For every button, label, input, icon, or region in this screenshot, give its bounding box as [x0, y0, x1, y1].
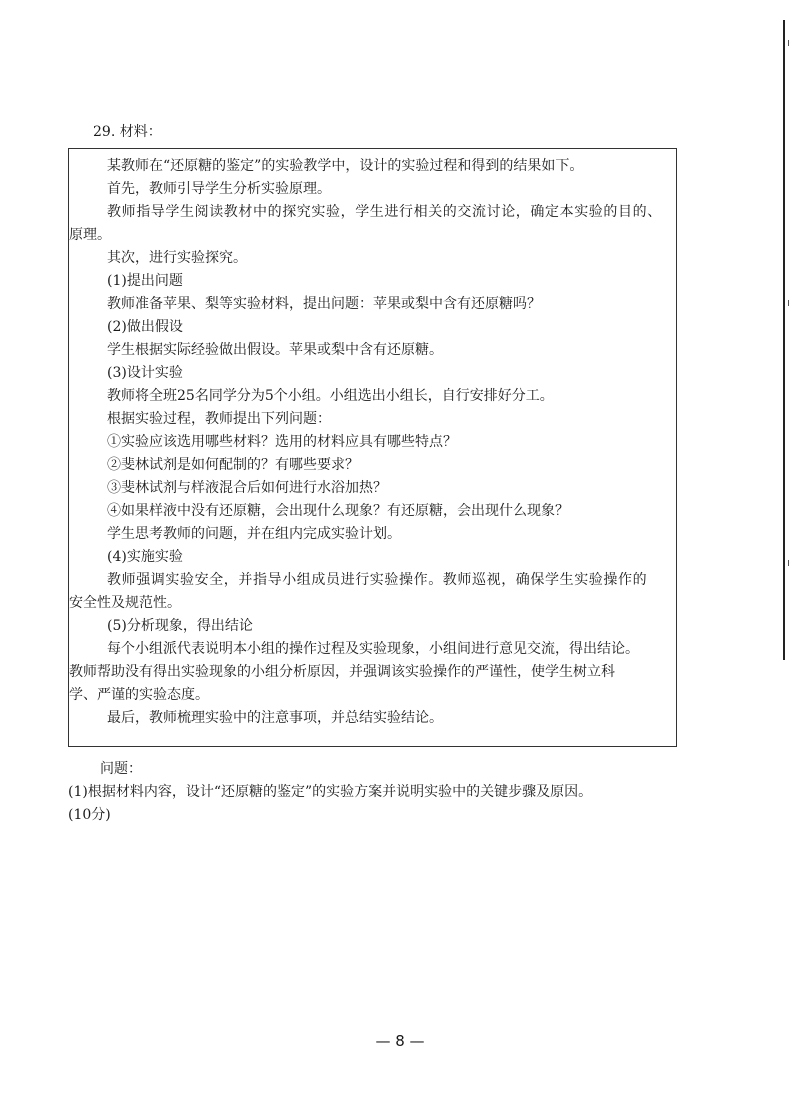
- material-line: 教师将全班25名同学分为5个小组。小组选出小组长，自行安排好分工。: [107, 388, 554, 404]
- material-line: 某教师在“还原糖的鉴定”的实验教学中，设计的实验过程和得到的结果如下。: [107, 158, 584, 174]
- question-number: 29. 材料：: [93, 124, 162, 140]
- material-line: (4)实施实验: [107, 549, 183, 565]
- material-line: (2)做出假设: [107, 319, 183, 335]
- material-line: 最后，教师梳理实验中的注意事项，并总结实验结论。: [107, 710, 443, 726]
- page-number: — 8 —: [375, 1032, 425, 1050]
- material-line: 教师指导学生阅读教材中的探究实验，学生进行相关的交流讨论，确定本实验的目的、: [107, 204, 662, 220]
- material-line: 安全性及规范性。: [69, 595, 181, 611]
- material-line: 学生思考教师的问题，并在组内完成实验计划。: [107, 526, 401, 542]
- binding-tick: [788, 300, 789, 306]
- questions-label: 问题：: [100, 761, 142, 777]
- material-line: 每个小组派代表说明本小组的操作过程及实验现象，小组间进行意见交流，得出结论。: [107, 641, 639, 657]
- material-line: 根据实验过程，教师提出下列问题：: [107, 411, 331, 427]
- material-line: 教师强调实验安全，并指导小组成员进行实验操作。教师巡视，确保学生实验操作的: [107, 572, 648, 588]
- binding-line: [783, 20, 785, 660]
- material-line: ④如果样液中没有还原糖，会出现什么现象？有还原糖，会出现什么现象？: [107, 503, 569, 519]
- material-line: 教师准备苹果、梨等实验材料，提出问题：苹果或梨中含有还原糖吗？: [107, 296, 541, 312]
- binding-tick: [788, 560, 789, 566]
- binding-tick: [788, 40, 789, 46]
- material-line: (5)分析现象，得出结论: [107, 618, 253, 634]
- material-line: 原理。: [69, 227, 111, 243]
- material-line: 学、严谨的实验态度。: [69, 687, 209, 703]
- material-box: [68, 148, 677, 747]
- material-line: ①实验应该选用哪些材料？选用的材料应具有哪些特点？: [107, 434, 457, 450]
- material-line: (3)设计实验: [107, 365, 183, 381]
- material-line: 学生根据实际经验做出假设。苹果或梨中含有还原糖。: [107, 342, 443, 358]
- material-line: (1)提出问题: [107, 273, 183, 289]
- material-line: 首先，教师引导学生分析实验原理。: [107, 181, 331, 197]
- material-line: ②斐林试剂是如何配制的？有哪些要求？: [107, 457, 359, 473]
- material-line: ③斐林试剂与样液混合后如何进行水浴加热？: [107, 480, 387, 496]
- question-1-text: (1)根据材料内容，设计“还原糖的鉴定”的实验方案并说明实验中的关键步骤及原因。: [68, 784, 593, 800]
- material-line: 其次，进行实验探究。: [107, 250, 247, 266]
- material-line: 教师帮助没有得出实验现象的小组分析原因，并强调该实验操作的严谨性，使学生树立科: [69, 664, 615, 680]
- question-1-score: (10分): [68, 807, 111, 823]
